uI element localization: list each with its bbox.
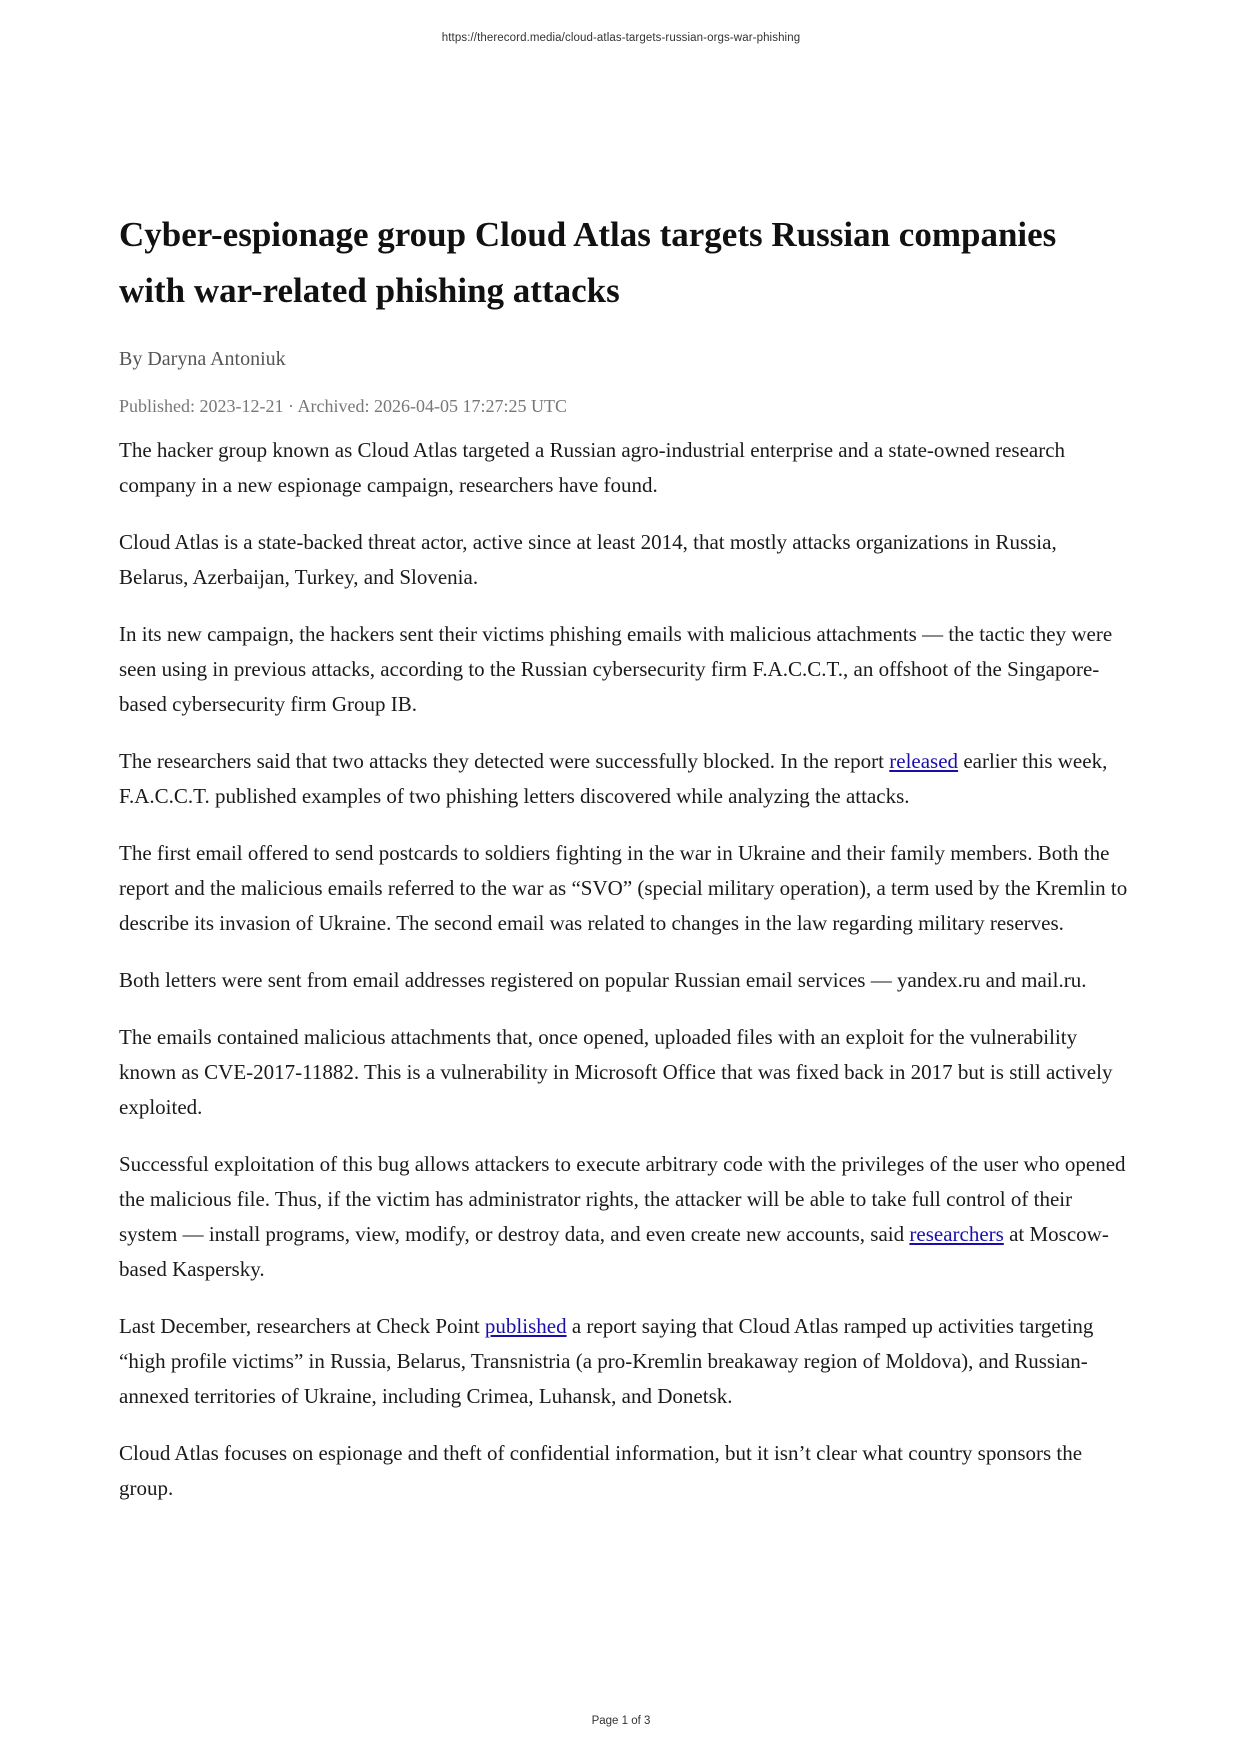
researchers-link[interactable]: researchers	[909, 1222, 1004, 1246]
paragraph-9-text-after: a report saying that Cloud Atlas ramped up activities targeting “high profile victims” in Russia, Belarus, Transnistria (a pro-Kremlin breakaway region of Moldova), and Russian-annexed territories of Ukraine, including Crimea, Luhansk, and Donetsk.	[119, 1314, 1094, 1408]
paragraph-8	[119, 1147, 1129, 1287]
paragraph-4	[119, 744, 1129, 814]
article-meta: Published: 2023-12-21 · Archived: 2026-04-05 17:27:25 UTC	[119, 396, 567, 416]
paragraph-7: The emails contained malicious attachments that, once opened, uploaded files with an exploit for the vulnerability known as CVE-2017-11882. This is a vulnerability in Microsoft Office that was fixed back in 2017 but is still actively exploited.	[119, 1025, 1113, 1119]
paragraph-5: The first email offered to send postcards to soldiers fighting in the war in Ukraine and their family members. Both the report and the malicious emails referred to the war as “SVO” (special military operation), a term used by the Kremlin to describe its invasion of Ukraine. The second email was related to changes in the law regarding military reserves.	[119, 841, 1128, 935]
article-body	[119, 433, 1129, 1506]
page-url-header: https://therecord.media/cloud-atlas-targets-russian-orgs-war-phishing	[441, 32, 801, 44]
page-number: Page 1 of 3	[591, 1715, 651, 1727]
article-byline: By Daryna Antoniuk	[119, 348, 286, 370]
paragraph-8-text-before: Successful exploitation of this bug allows attackers to execute arbitrary code with the privileges of the user who opened the malicious file. Thus, if the victim has administrator rights, the attacker will be able to take full control of their system — install programs, view, modify, or destroy data, and even create new accounts, said	[119, 1152, 1126, 1246]
article	[119, 207, 1129, 1528]
paragraph-3: In its new campaign, the hackers sent their victims phishing emails with malicious attachments — the tactic they were seen using in previous attacks, according to the Russian cybersecurity firm F.A.C.C.T., an offshoot of the Singapore-based cybersecurity firm Group IB.	[119, 622, 1113, 716]
paragraph-6: Both letters were sent from email addresses registered on popular Russian email services — yandex.ru and mail.ru.	[119, 968, 1087, 992]
paragraph-4-text-after: earlier this week, F.A.C.C.T. published examples of two phishing letters discovered while analyzing the attacks.	[119, 749, 1108, 808]
article-title: Cyber-espionage group Cloud Atlas targets Russian companies with war-related phishing attacks	[119, 215, 1057, 310]
released-link[interactable]: released	[889, 749, 959, 773]
paragraph-9	[119, 1309, 1129, 1414]
paragraph-8-text-after: at Moscow-based Kaspersky.	[119, 1222, 1109, 1281]
paragraph-2: Cloud Atlas is a state-backed threat actor, active since at least 2014, that mostly attacks organizations in Russia, Belarus, Azerbaijan, Turkey, and Slovenia.	[119, 530, 1057, 589]
paragraph-1: The hacker group known as Cloud Atlas targeted a Russian agro-industrial enterprise and a state-owned research company in a new espionage campaign, researchers have found.	[119, 438, 1066, 497]
paragraph-9-text-before: Last December, researchers at Check Point	[119, 1314, 485, 1338]
paragraph-4-text-before: The researchers said that two attacks they detected were successfully blocked. In the report	[119, 749, 890, 773]
paragraph-10: Cloud Atlas focuses on espionage and theft of confidential information, but it isn’t clear what country sponsors the group.	[119, 1441, 1083, 1500]
published-link[interactable]: published	[484, 1314, 567, 1338]
